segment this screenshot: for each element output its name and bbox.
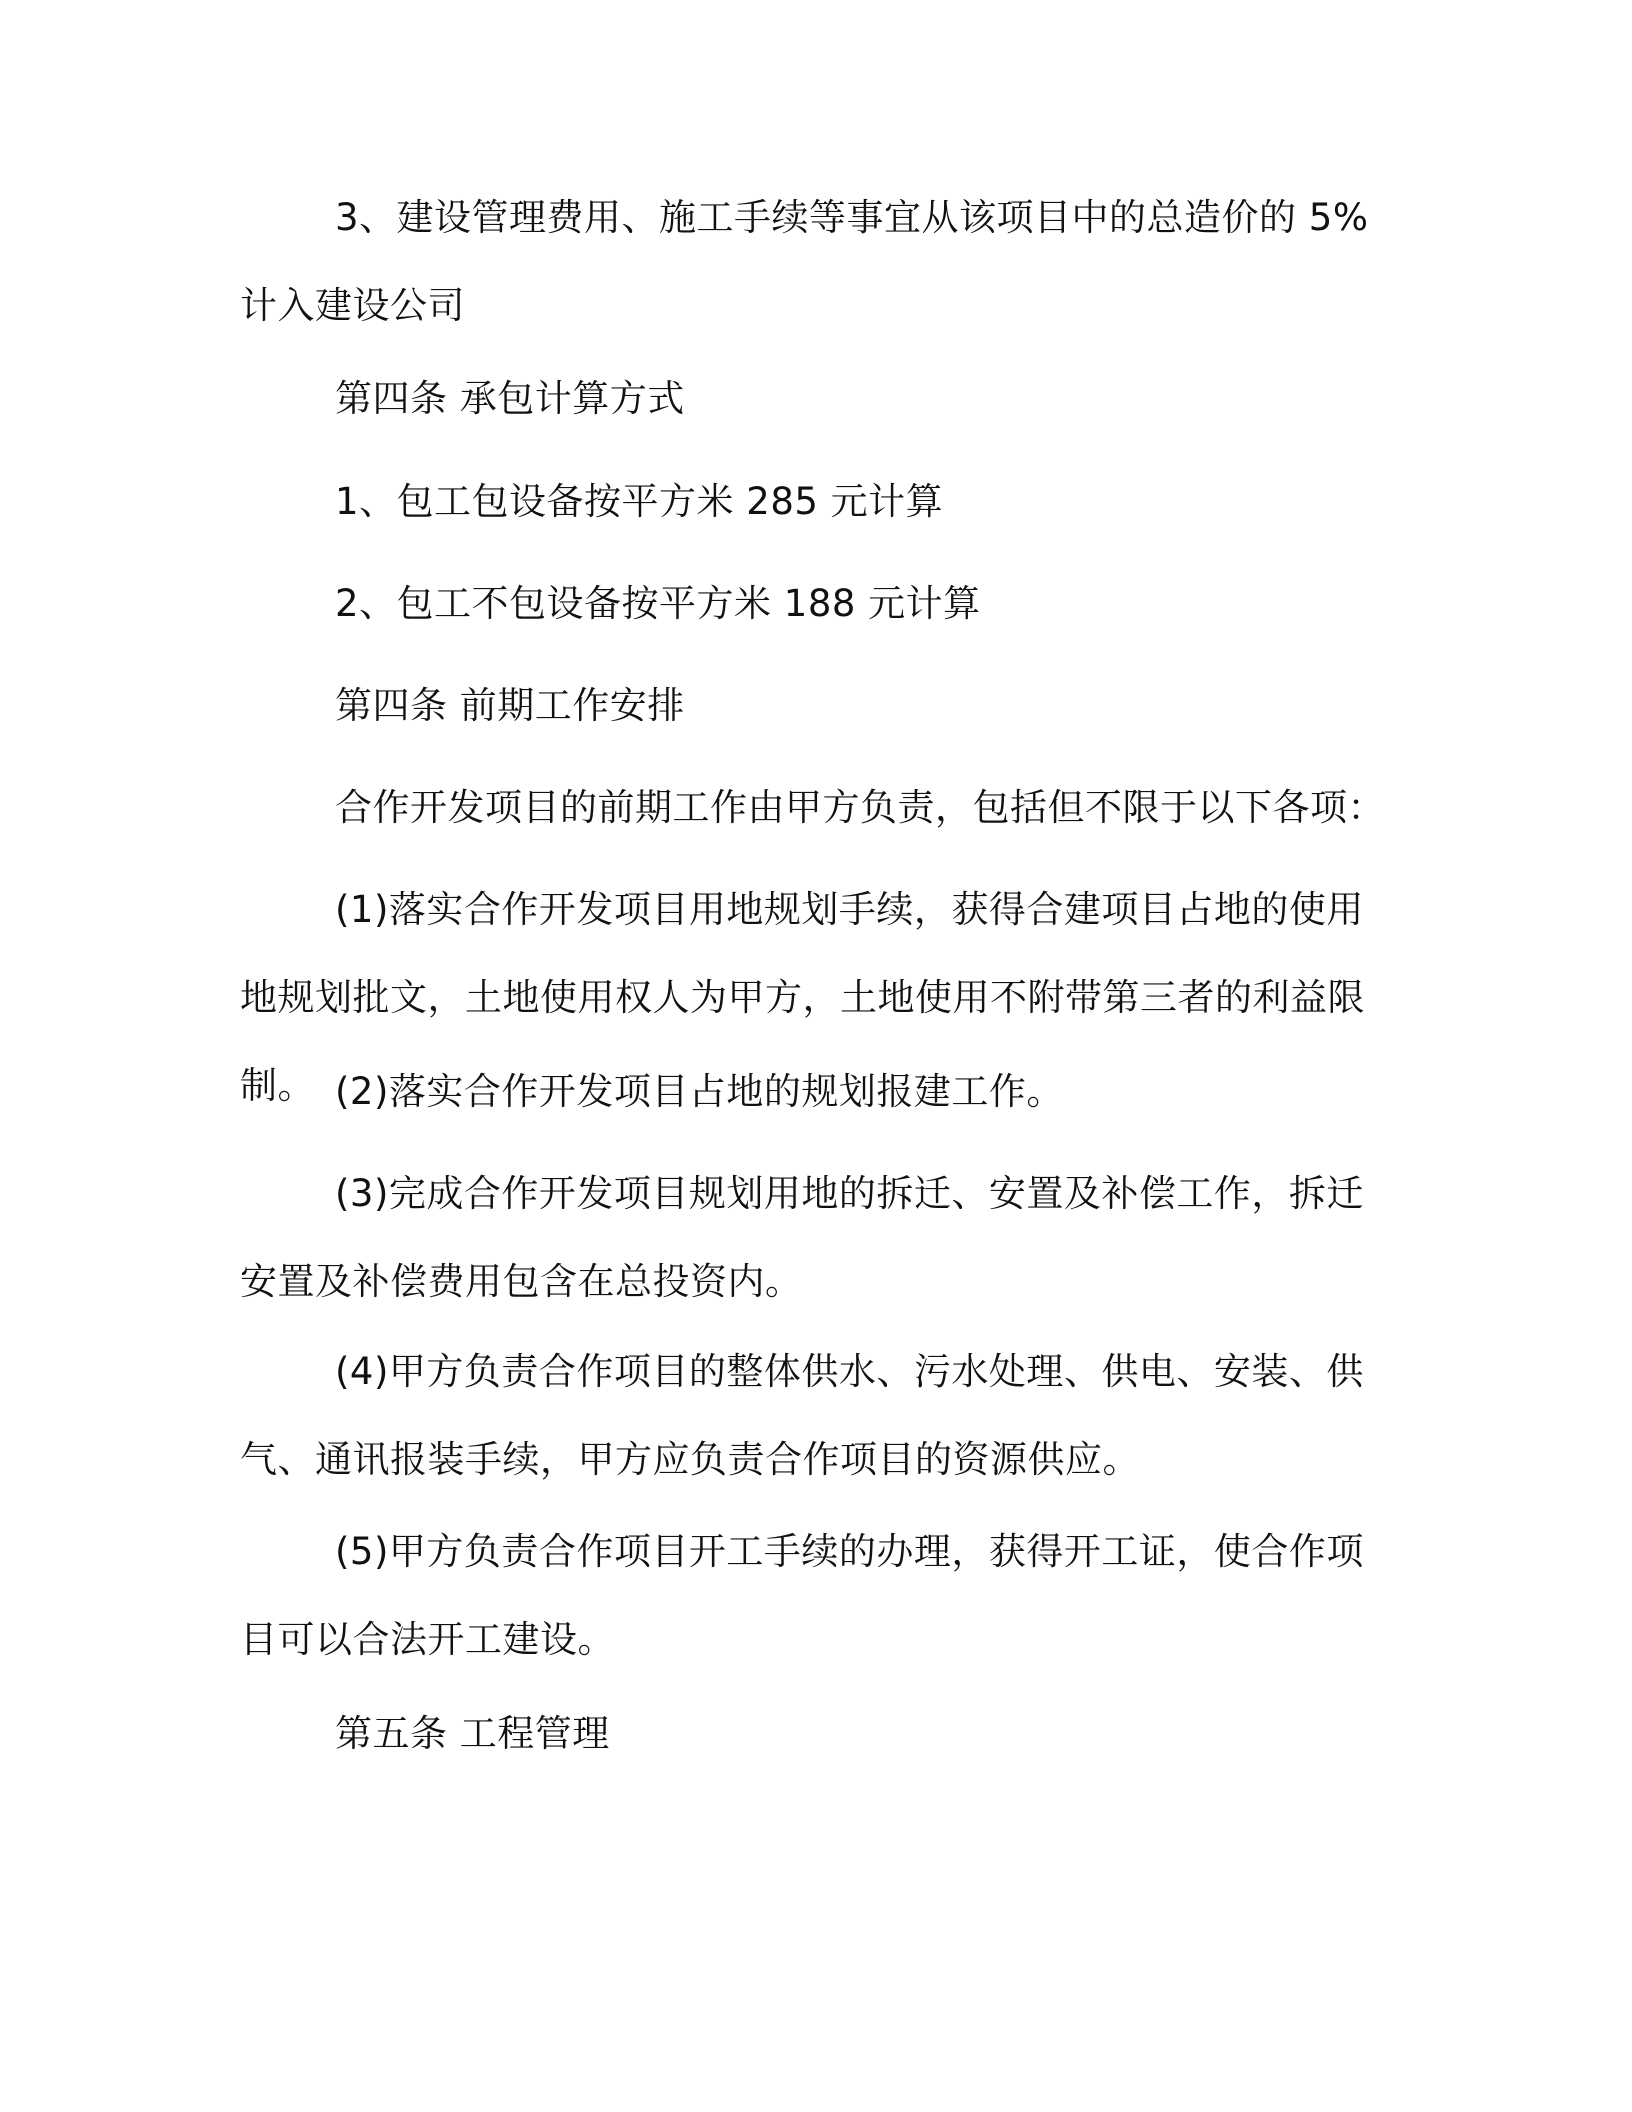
paragraph-item-4-utilities: (4)甲方负责合作项目的整体供水、污水处理、供电、安装、供气、通讯报装手续，甲方应负责合作项目的资源供应。 (240, 1350, 1364, 1481)
paragraph-item-5-construction-permit: (5)甲方负责合作项目开工手续的办理，获得开工证，使合作项目可以合法开工建设。 (240, 1530, 1364, 1661)
paragraph-item-2-without-equipment: 2、包工不包设备按平方米 188 元计算 (335, 582, 981, 625)
heading-article-5-project-management: 第五条 工程管理 (335, 1712, 610, 1755)
paragraph-item-1-with-equipment: 1、包工包设备按平方米 285 元计算 (335, 480, 944, 523)
heading-article-4-contract-calculation: 第四条 承包计算方式 (335, 377, 685, 420)
heading-article-4-preliminary-work: 第四条 前期工作安排 (335, 684, 685, 727)
paragraph-item-2-planning-filing: (2)落实合作开发项目占地的规划报建工作。 (335, 1070, 1064, 1113)
paragraph-preliminary-work-intro: 合作开发项目的前期工作由甲方负责，包括但不限于以下各项： (335, 786, 1385, 829)
paragraph-clause-3-management-fee: 3、建设管理费用、施工手续等事宜从该项目中的总造价的 5%计入建设公司 (240, 196, 1369, 327)
paragraph-item-1-land-planning: (1)落实合作开发项目用地规划手续，获得合建项目占地的使用地规划批文，土地使用权人为甲方，土地使用不附带第三者的利益限制。 (240, 888, 1365, 1107)
paragraph-item-3-demolition: (3)完成合作开发项目规划用地的拆迁、安置及补偿工作，拆迁安置及补偿费用包含在总投资内。 (240, 1172, 1364, 1303)
